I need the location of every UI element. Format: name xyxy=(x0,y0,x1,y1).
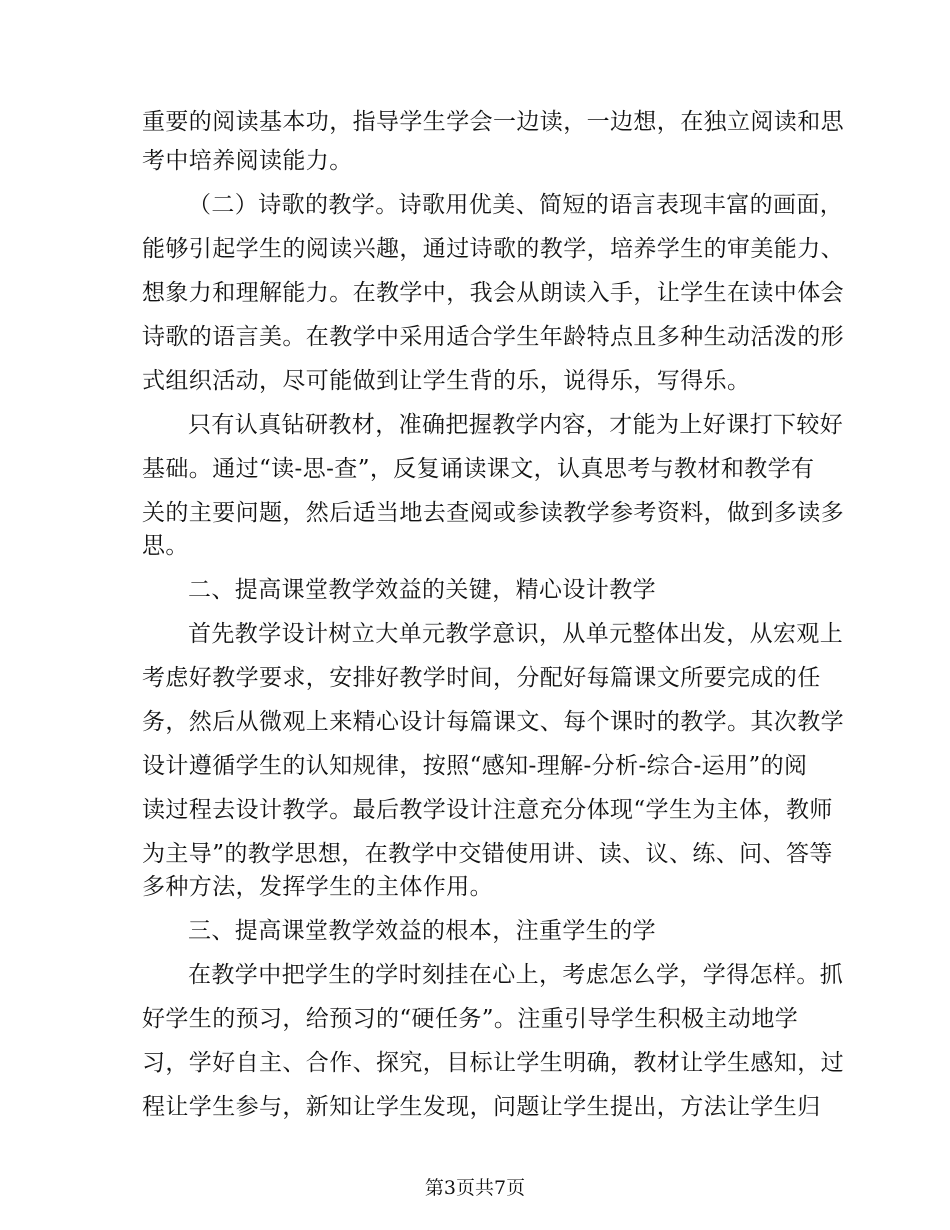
text-line: 基础。通过“读-思-查”，反复诵读课文，认真思考与教材和教学有 xyxy=(142,456,815,482)
text-line: 考中培养阅读能力。 xyxy=(142,148,353,174)
text-line: 想象力和理解能力。在教学中，我会从朗读入手，让学生在读中体会 xyxy=(142,280,844,306)
text-line: 读过程去设计教学。最后教学设计注意充分体现“学生为主体，教师 xyxy=(142,797,833,823)
section-heading: 二、提高课堂教学效益的关键，精心设计教学 xyxy=(188,577,656,603)
text-line: 在教学中把学生的学时刻挂在心上，考虑怎么学，学得怎样。抓 xyxy=(188,962,844,988)
text-line: 重要的阅读基本功，指导学生学会一边读，一边想，在独立阅读和思 xyxy=(142,109,844,135)
text-line: 设计遵循学生的认知规律，按照“感知-理解-分析-综合-运用”的阅 xyxy=(142,753,808,779)
text-line: 关的主要问题，然后适当地去查阅或参读教学参考资料，做到多读多 xyxy=(142,500,844,526)
text-line: 首先教学设计树立大单元教学意识，从单元整体出发，从宏观上 xyxy=(188,621,844,647)
text-line: 考虑好教学要求，安排好教学时间，分配好每篇课文所要完成的任 xyxy=(142,665,821,691)
text-line: 多种方法，发挥学生的主体作用。 xyxy=(142,874,493,900)
text-line: 习，学好自主、合作、探究，目标让学生明确，教材让学生感知，过 xyxy=(142,1050,844,1076)
text-line: 能够引起学生的阅读兴趣，通过诗歌的教学，培养学生的审美能力、 xyxy=(142,236,844,262)
text-line: 程让学生参与，新知让学生发现，问题让学生提出，方法让学生归 xyxy=(142,1094,821,1120)
text-line: 诗歌的语言美。在教学中采用适合学生年龄特点且多种生动活泼的形 xyxy=(142,324,844,350)
text-line: 只有认真钻研教材，准确把握教学内容，才能为上好课打下较好 xyxy=(188,412,844,438)
text-line: 思。 xyxy=(142,533,189,559)
text-line: 务，然后从微观上来精心设计每篇课文、每个课时的教学。其次教学 xyxy=(142,709,844,735)
text-line: 好学生的预习，给预习的“硬任务”。注重引导学生积极主动地学 xyxy=(142,1006,799,1032)
text-line: 式组织活动，尽可能做到让学生背的乐，说得乐，写得乐。 xyxy=(142,368,751,394)
text-line: 为主导”的教学思想，在教学中交错使用讲、读、议、练、问、答等 xyxy=(142,841,833,867)
page-number: 第3页共7页 xyxy=(424,1177,526,1199)
text-line: （二）诗歌的教学。诗歌用优美、简短的语言表现丰富的画面， xyxy=(188,192,844,218)
section-heading: 三、提高课堂教学效益的根本，注重学生的学 xyxy=(188,918,656,944)
